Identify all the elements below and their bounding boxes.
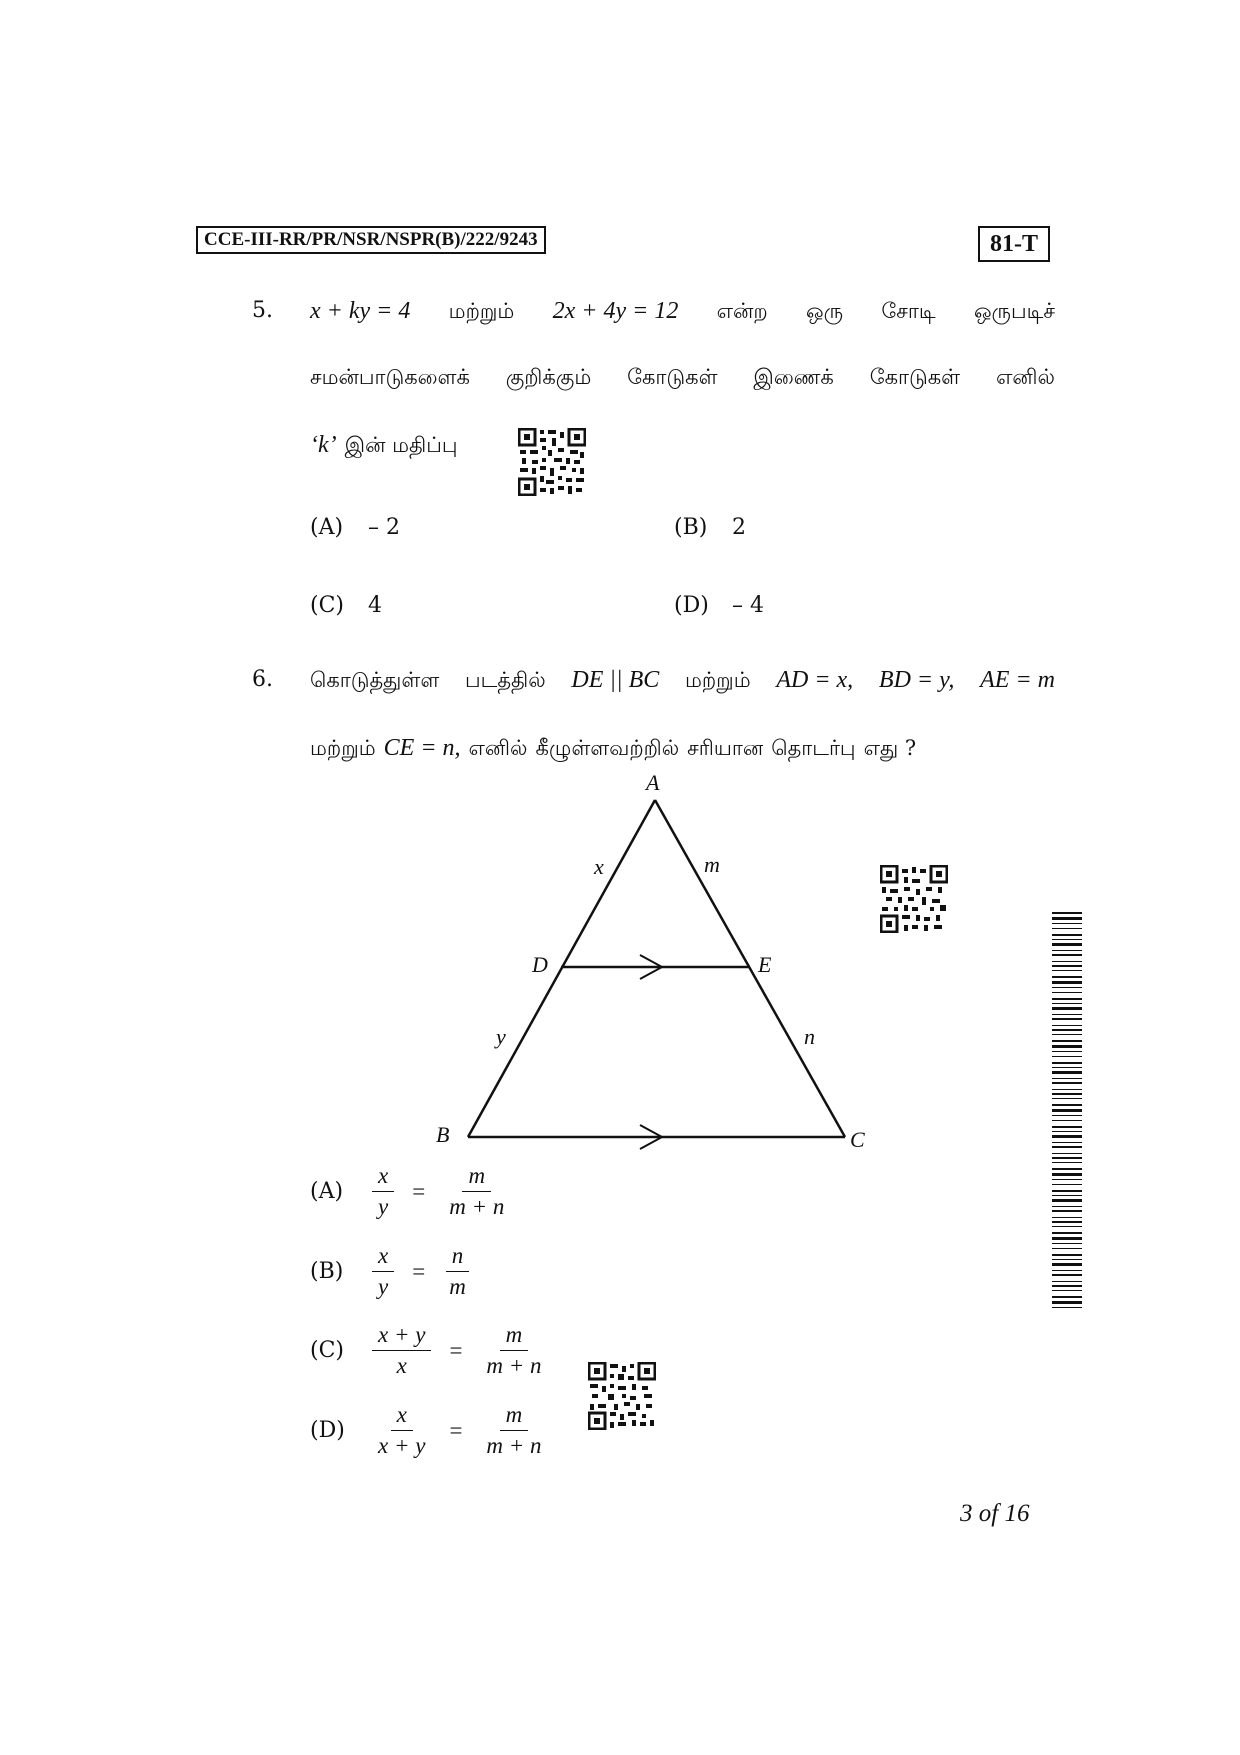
equals-sign: = — [449, 1417, 463, 1443]
q5-option-label: (A) — [310, 515, 344, 540]
q5-word: ஒரு — [806, 299, 844, 323]
barcode-bar — [1052, 1078, 1082, 1079]
equals-sign: = — [449, 1337, 463, 1363]
q6-option-label: (D) — [310, 1418, 345, 1443]
q5-option-d[interactable] — [674, 593, 764, 618]
barcode-bar — [1052, 1142, 1082, 1143]
q5-option-c[interactable] — [310, 593, 382, 618]
q6-math: AD = x, — [776, 667, 854, 693]
fraction-lhs — [372, 1402, 431, 1459]
barcode-bar — [1052, 987, 1082, 988]
barcode-bar — [1052, 1131, 1082, 1132]
barcode-bar — [1052, 992, 1082, 993]
question-6-number: 6. — [252, 667, 273, 692]
denominator: m + n — [449, 1194, 505, 1219]
segment-label-x: x — [594, 854, 604, 879]
denominator: x + y — [378, 1433, 426, 1458]
barcode-bar — [1052, 1089, 1082, 1090]
barcode-bar — [1052, 1014, 1082, 1015]
barcode-bar — [1052, 1210, 1082, 1212]
barcode-bar — [1052, 1071, 1082, 1074]
barcode-bar — [1052, 1018, 1082, 1020]
q5-option-label: (B) — [674, 515, 708, 540]
segment-label-y: y — [496, 1024, 506, 1049]
barcode-bar — [1052, 1206, 1082, 1207]
q6-word: எனில் — [468, 736, 528, 760]
fraction-lhs — [372, 1163, 394, 1220]
barcode-bar — [1052, 934, 1082, 936]
barcode-bar — [1052, 943, 1082, 946]
q5-word: கோடுகள் — [869, 365, 961, 389]
barcode-bar — [1052, 1109, 1082, 1112]
question-5-line-1 — [310, 296, 1055, 326]
denominator: m + n — [486, 1353, 542, 1378]
barcode-bar — [1052, 1195, 1082, 1196]
equals-sign: = — [412, 1178, 426, 1204]
q6-math: BD = y, — [878, 667, 955, 693]
q5-option-b[interactable] — [674, 515, 746, 540]
barcode-bar — [1052, 965, 1082, 967]
segment-label-n: n — [804, 1024, 815, 1049]
question-5-line-3 — [310, 430, 465, 460]
barcode-bar — [1052, 1104, 1082, 1106]
barcode-bar — [1052, 1290, 1082, 1291]
barcode-bar — [1052, 1307, 1082, 1308]
q5-word: மற்றும் — [448, 299, 515, 323]
barcode-bar — [1052, 1003, 1082, 1004]
fraction-lhs — [372, 1243, 394, 1300]
barcode-bar — [1052, 1098, 1082, 1099]
barcode-bar — [1052, 1051, 1082, 1052]
q5-eq2: 2x + 4y = 12 — [552, 298, 679, 324]
q5-eq1: x + ky = 4 — [310, 298, 411, 324]
barcode-bar — [1052, 917, 1082, 920]
barcode-bar — [1052, 1093, 1082, 1095]
numerator: m — [500, 1402, 529, 1431]
barcode-bar — [1052, 923, 1082, 924]
barcode-bar — [1052, 1296, 1082, 1298]
barcode-bar — [1052, 1029, 1082, 1031]
barcode-bar — [1052, 961, 1082, 962]
barcode-bar — [1052, 1232, 1082, 1234]
barcode-bar — [1052, 1082, 1082, 1084]
barcode-bar — [1052, 954, 1082, 956]
barcode-bar — [1052, 1248, 1082, 1249]
fraction-rhs — [480, 1322, 547, 1379]
barcode-bar — [1052, 1007, 1082, 1010]
numerator: x — [372, 1163, 394, 1192]
q5-option-value: 2 — [732, 515, 746, 540]
question-5-line-2 — [310, 362, 1055, 392]
barcode-bar — [1052, 1153, 1082, 1154]
barcode-bar — [1052, 1301, 1082, 1304]
q5-k: ‘k’ — [310, 432, 337, 458]
q5-option-value: – 4 — [732, 593, 764, 618]
q5-option-value: – 2 — [368, 515, 400, 540]
q6-word: படத்தில் — [465, 668, 546, 692]
barcode-bar — [1052, 1162, 1082, 1163]
q5-option-a[interactable] — [310, 515, 400, 540]
barcode-bar — [1052, 1259, 1082, 1260]
barcode-bar — [1052, 981, 1082, 984]
page-number: 3 of 16 — [960, 1500, 1030, 1527]
barcode-bar — [1052, 1168, 1082, 1170]
qr-code-icon — [588, 1362, 656, 1430]
barcode-bar — [1052, 1126, 1082, 1128]
barcode-bar — [1052, 1056, 1082, 1057]
barcode-bar — [1052, 1173, 1082, 1176]
vertex-label-a: A — [646, 770, 660, 795]
denominator: y — [378, 1274, 389, 1299]
barcode-bar — [1052, 1263, 1082, 1266]
barcode-bar — [1052, 970, 1082, 971]
qr-code-icon — [518, 428, 586, 496]
paper-code: CCE-III-RR/PR/NSR/NSPR(B)/222/9243 — [196, 226, 546, 254]
barcode-bar — [1052, 950, 1082, 951]
barcode-bar — [1052, 1120, 1082, 1121]
numerator: x + y — [372, 1322, 431, 1351]
barcode-bar — [1052, 1146, 1082, 1148]
equals-sign: = — [412, 1258, 426, 1284]
barcode-bar — [1052, 1270, 1082, 1271]
q5-word: கோடுகள் — [627, 365, 718, 389]
q6-word: கொடுத்துள்ள — [310, 668, 440, 692]
q5-word: ஒருபடிச் — [973, 299, 1055, 323]
paper-number: 81-T — [978, 226, 1050, 262]
barcode-icon — [1052, 912, 1082, 1314]
q6-word: மற்றும் — [684, 668, 751, 692]
q6-math: CE = n, — [383, 735, 461, 761]
barcode-bar — [1052, 1190, 1082, 1192]
q6-option-c[interactable] — [310, 1322, 548, 1379]
q6-word: மற்றும் — [310, 736, 376, 760]
barcode-bar — [1052, 1062, 1082, 1064]
numerator: x — [391, 1402, 413, 1431]
barcode-bar — [1052, 1034, 1082, 1035]
q6-math: DE || BC — [571, 667, 660, 693]
q5-option-label: (D) — [674, 593, 709, 618]
barcode-bar — [1052, 1274, 1082, 1276]
barcode-bar — [1052, 1285, 1082, 1287]
barcode-bar — [1052, 1067, 1082, 1068]
q5-option-label: (C) — [310, 593, 344, 618]
q6-option-b[interactable] — [310, 1243, 472, 1300]
barcode-bar — [1052, 1040, 1082, 1042]
q6-option-label: (B) — [310, 1259, 344, 1284]
numerator: m — [462, 1163, 491, 1192]
barcode-bar — [1052, 1237, 1082, 1240]
q6-option-label: (C) — [310, 1338, 344, 1363]
barcode-bar — [1052, 1243, 1082, 1244]
segment-label-m: m — [704, 852, 720, 877]
vertex-label-e: E — [758, 952, 772, 977]
fraction-rhs — [480, 1402, 547, 1459]
q5-word: சோடி — [881, 299, 936, 323]
q5-option-value: 4 — [368, 593, 382, 618]
barcode-bar — [1052, 1115, 1082, 1116]
barcode-bar — [1052, 1226, 1082, 1227]
vertex-label-c: C — [850, 1127, 865, 1150]
question-6-line-2 — [310, 733, 924, 763]
q6-option-label: (A) — [310, 1179, 344, 1204]
barcode-bar — [1052, 1179, 1082, 1180]
barcode-bar — [1052, 976, 1082, 978]
barcode-bar — [1052, 912, 1082, 914]
q6-word: எது ? — [863, 736, 917, 760]
side-ac — [655, 800, 845, 1137]
barcode-bar — [1052, 1184, 1082, 1185]
barcode-bar — [1052, 1217, 1082, 1218]
barcode-bar — [1052, 1025, 1082, 1026]
barcode-bar — [1052, 1045, 1082, 1048]
q5-word: இன் மதிப்பு — [344, 433, 458, 457]
q5-word: சமன்பாடுகளைக் — [310, 365, 470, 389]
numerator: n — [446, 1243, 470, 1272]
barcode-bar — [1052, 1157, 1082, 1159]
q6-word: கீழுள்ளவற்றில் — [535, 736, 680, 760]
barcode-bar — [1052, 928, 1082, 929]
denominator: m + n — [486, 1433, 542, 1458]
numerator: x — [372, 1243, 394, 1272]
barcode-bar — [1052, 1199, 1082, 1202]
numerator: m — [500, 1322, 529, 1351]
fraction-rhs — [443, 1243, 472, 1300]
qr-code-icon — [880, 865, 948, 933]
q5-word: என்ற — [716, 299, 768, 323]
q6-option-d[interactable] — [310, 1402, 548, 1459]
triangle-figure — [420, 770, 900, 1150]
vertex-label-d: D — [532, 952, 548, 977]
side-ab — [468, 800, 655, 1137]
vertex-label-b: B — [436, 1122, 450, 1147]
q5-word: குறிக்கும் — [505, 365, 592, 389]
barcode-bar — [1052, 1281, 1082, 1282]
barcode-bar — [1052, 1254, 1082, 1256]
q6-math: AE = m — [980, 667, 1055, 693]
barcode-bar — [1052, 1135, 1082, 1138]
question-5-number: 5. — [252, 298, 273, 323]
question-6-line-1 — [310, 665, 1055, 695]
fraction-lhs — [372, 1322, 431, 1379]
denominator: y — [378, 1194, 389, 1219]
q6-option-a[interactable] — [310, 1163, 510, 1220]
barcode-bar — [1052, 1221, 1082, 1223]
barcode-bar — [1052, 998, 1082, 1000]
q6-word: சரியான — [687, 736, 764, 760]
denominator: m — [449, 1274, 466, 1299]
barcode-bar — [1052, 939, 1082, 940]
q6-word: தொடர்பு — [771, 736, 856, 760]
q5-word: இணைக் — [753, 365, 834, 389]
q5-word: எனில் — [995, 365, 1055, 389]
fraction-rhs — [443, 1163, 510, 1220]
denominator: x — [396, 1353, 407, 1378]
